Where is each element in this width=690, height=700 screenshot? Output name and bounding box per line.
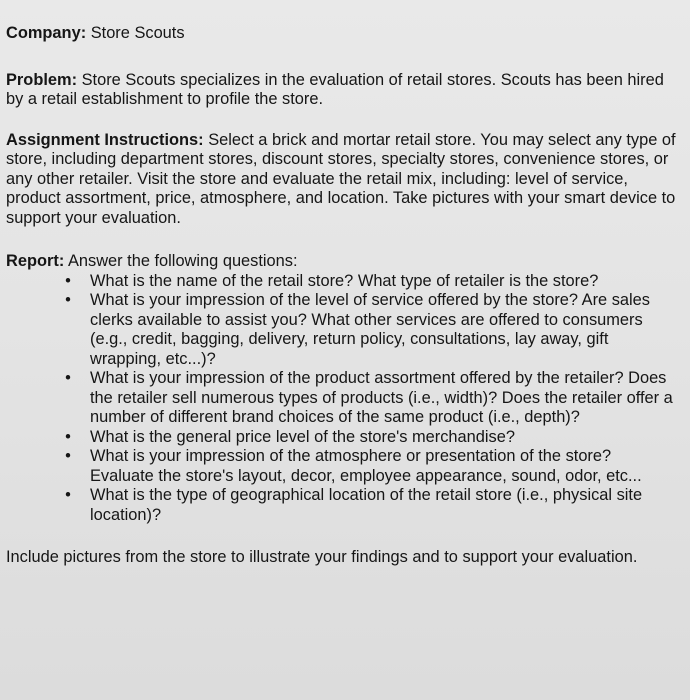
problem-text: Store Scouts specializes in the evaluation of retail stores. Scouts has been hired by a retail establishment to profile the store. (6, 70, 664, 108)
question-item (6, 428, 676, 448)
question-text: What is your impression of the product assortment offered by the retailer? Does the retailer sell numerous types of products (i.e., width)? Does the retailer offer a number of different brand choices of the same product (i.e., depth)? (90, 369, 673, 426)
question-item (6, 369, 676, 428)
company-line: Company: Store Scouts (6, 24, 185, 42)
assignment-text: Select a brick and mortar retail store. You may select any type of store, including department stores, discount stores, specialty stores, convenience stores, or any other retailer. Visit the store and evaluate the retail mix, including: level of service, product assortment, price, atmosphere, and location. Take pictures with your smart device to support your evaluation. (6, 130, 676, 227)
bullet-icon: • (65, 447, 71, 465)
assignment-paragraph: Assignment Instructions: Select a brick and mortar retail store. You may select any type of store, including department stores, discount stores, specialty stores, convenience stores, or any other retailer. Visit the store and evaluate the retail mix, including: level of service, product assortment, price, atmosphere, and location. Take pictures with your smart device to support your evaluation. (6, 130, 676, 227)
problem-paragraph: Problem: Store Scouts specializes in the evaluation of retail stores. Scouts has been hired by a retail establishment to profile the store. (6, 70, 664, 108)
question-item (6, 291, 676, 369)
closing-paragraph: Include pictures from the store to illustrate your findings and to support your evaluation. (6, 548, 638, 566)
bullet-icon: • (65, 291, 71, 309)
report-heading: Report: Answer the following questions: (6, 252, 298, 270)
question-text: What is the type of geographical location of the retail store (i.e., physical site location)? (90, 486, 643, 524)
problem-label: Problem (6, 70, 72, 89)
question-text: What is the general price level of the store's merchandise? (90, 427, 515, 446)
question-text: What is your impression of the atmosphere or presentation of the store? Evaluate the store's layout, decor, employee appearance, sound, odor, etc... (90, 447, 642, 485)
bullet-icon: • (65, 486, 71, 504)
company-label: Company (6, 24, 81, 42)
question-text: What is the name of the retail store? What type of retailer is the store? (90, 271, 599, 290)
assignment-label: Assignment Instructions (6, 130, 199, 149)
bullet-icon: • (65, 271, 71, 290)
question-list (6, 272, 676, 526)
question-item (6, 486, 676, 525)
question-text: What is your impression of the level of service offered by the store? Are sales clerks available to assist you? What other services are offered to consumers (e.g., credit, bagging, delivery, return policy, consultations, lay away, gift wrapping, etc...)? (90, 291, 650, 368)
bullet-icon: • (65, 427, 71, 446)
company-name: Store Scouts (86, 24, 185, 42)
question-item (6, 272, 676, 292)
question-item (6, 447, 676, 486)
report-label: Report (6, 252, 59, 270)
report-intro: Answer the following questions: (64, 252, 298, 270)
bullet-icon: • (65, 369, 71, 387)
